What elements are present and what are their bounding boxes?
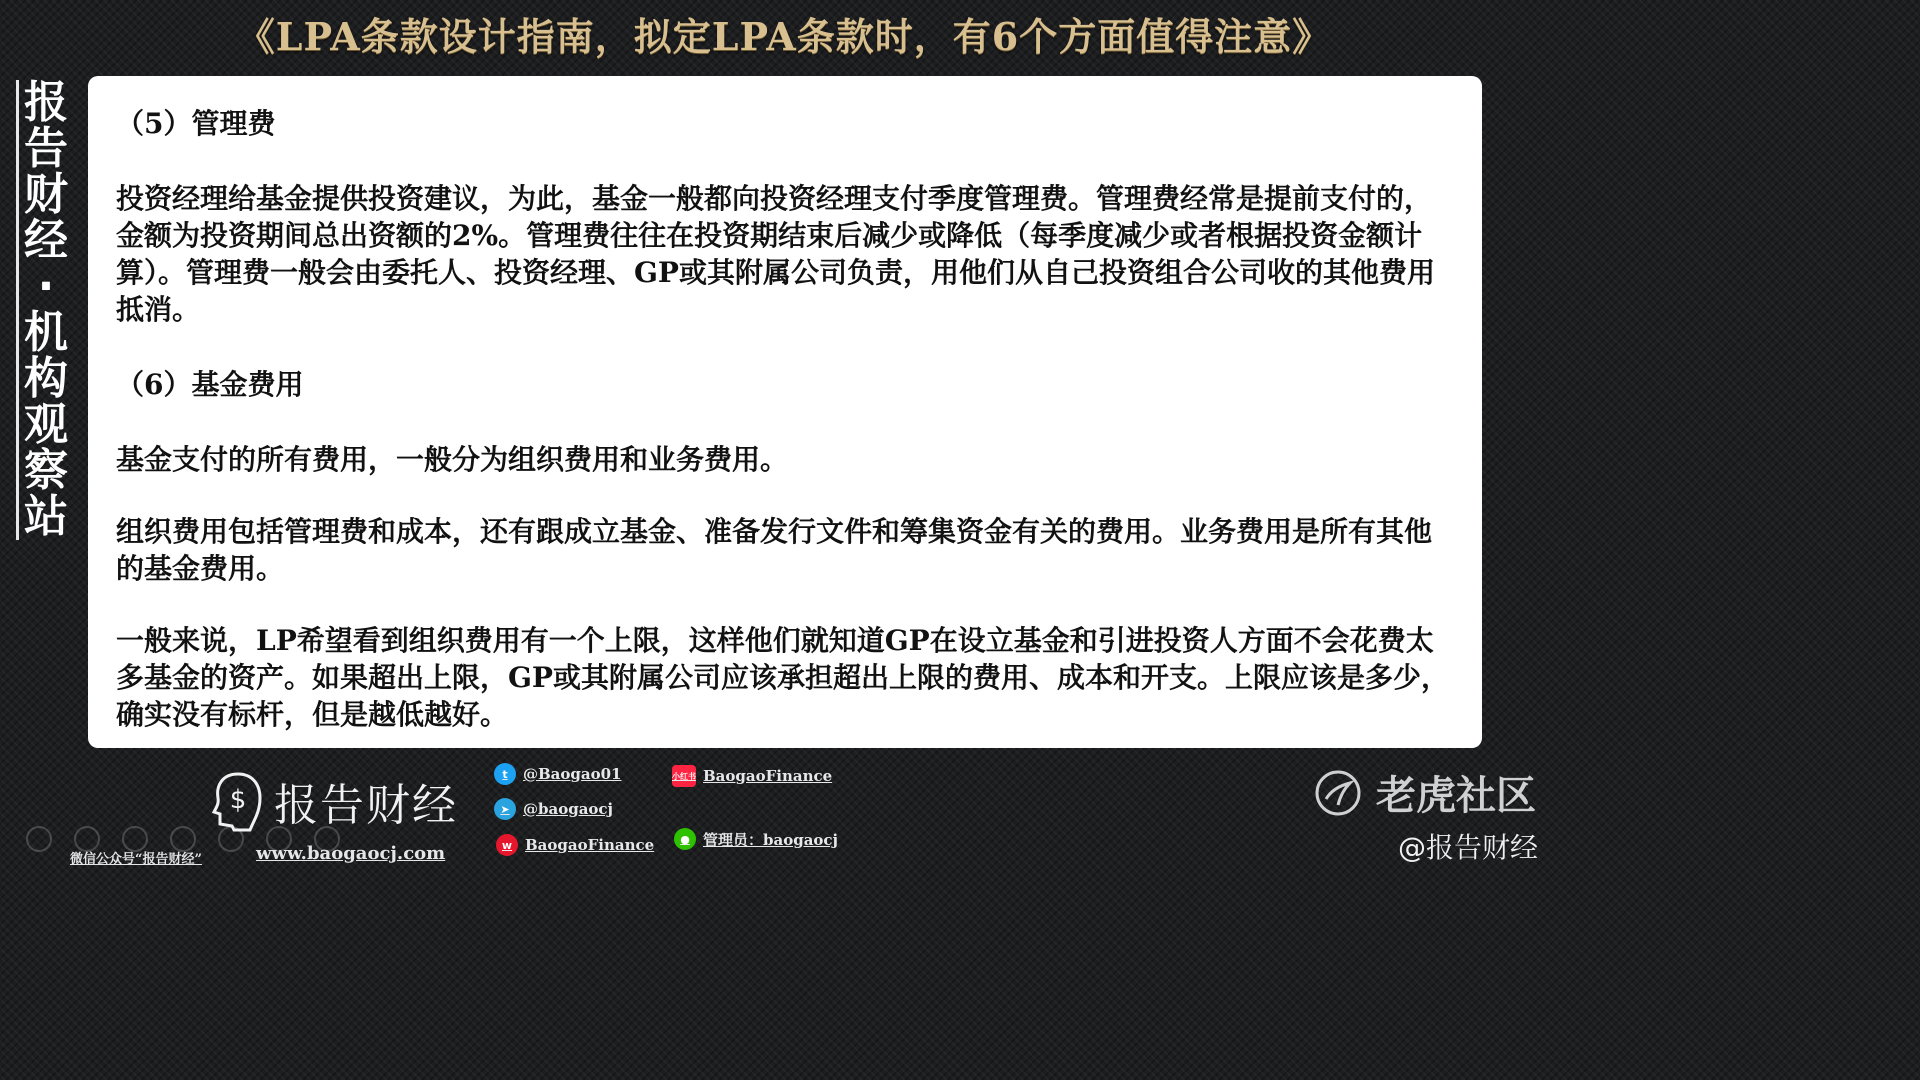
content-card (88, 76, 1482, 748)
paragraph-fund-expenses-3: 一般来说，LP希望看到组织费用有一个上限，这样他们就知道GP在设立基金和引进投资人方面不会花费太多基金的资产。如果超出上限，GP或其附属公司应该承担超出上限的费用、成本和开支。上限应该是多少，确实没有标杆，但是越低越好。 (116, 624, 1449, 731)
website-link[interactable]: www.baogaocj.com (256, 843, 446, 864)
weibo-handle: BaogaoFinance (525, 836, 655, 854)
wechat-admin-text: 管理员：baogaocj (703, 830, 838, 849)
paragraph-fund-expenses-2: 组织费用包括管理费和成本，还有跟成立基金、准备发行文件和筹集资金有关的费用。业务费用是所有其他的基金费用。 (116, 515, 1433, 585)
prev-slide-icon[interactable] (26, 826, 52, 852)
telegram-link[interactable] (494, 798, 613, 820)
paragraph-management-fee: 投资经理给基金提供投资建议，为此，基金一般都向投资经理支付季度管理费。管理费经常是提前支付的，金额为投资期间总出资额的2%。管理费往往在投资期结束后减少或降低（每季度减少或者根据投资金额计算）。管理费一般会由委托人、投资经理、GP或其附属公司负责，用他们从自己投资组合公司收的其他费用抵消。 (116, 182, 1435, 326)
telegram-icon: ➤ (494, 798, 516, 820)
wechat-public-account-label: 微信公众号“报告财经” (70, 852, 202, 867)
brand-logo (210, 766, 475, 836)
tiger-logo-icon (1314, 769, 1362, 817)
wechat-admin-link[interactable] (674, 828, 838, 850)
tiger-community-watermark (1314, 764, 1536, 821)
xiaohongshu-link[interactable] (672, 765, 832, 787)
twitter-handle: @Baogao01 (523, 765, 622, 783)
paragraph-fund-expenses-1: 基金支付的所有费用，一般分为组织费用和业务费用。 (116, 443, 789, 476)
side-banner-text: 报告财经·机构观察站 (24, 77, 68, 542)
brand-name: 报告财经 (274, 780, 458, 831)
author-handle: @报告财经 (1398, 831, 1539, 864)
slide-title: 《LPA条款设计指南，拟定LPA条款时，有6个方面值得注意》 (236, 14, 1332, 59)
svg-text:$: $ (229, 785, 247, 815)
side-banner (16, 77, 68, 542)
twitter-link[interactable] (494, 763, 622, 785)
weibo-icon: w (496, 834, 518, 856)
wechat-icon: ● (674, 828, 696, 850)
xiaohongshu-icon: 小红书 (672, 765, 696, 787)
tiger-community-text: 老虎社区 (1376, 773, 1536, 819)
weibo-link[interactable] (496, 834, 654, 856)
twitter-icon: t (494, 763, 516, 785)
head-dollar-icon (210, 770, 266, 832)
xiaohongshu-handle: BaogaoFinance (703, 767, 833, 785)
telegram-handle: @baogaocj (523, 800, 613, 818)
section-heading-management-fee: （5）管理费 (116, 107, 276, 140)
section-heading-fund-expenses: （6）基金费用 (116, 368, 304, 401)
